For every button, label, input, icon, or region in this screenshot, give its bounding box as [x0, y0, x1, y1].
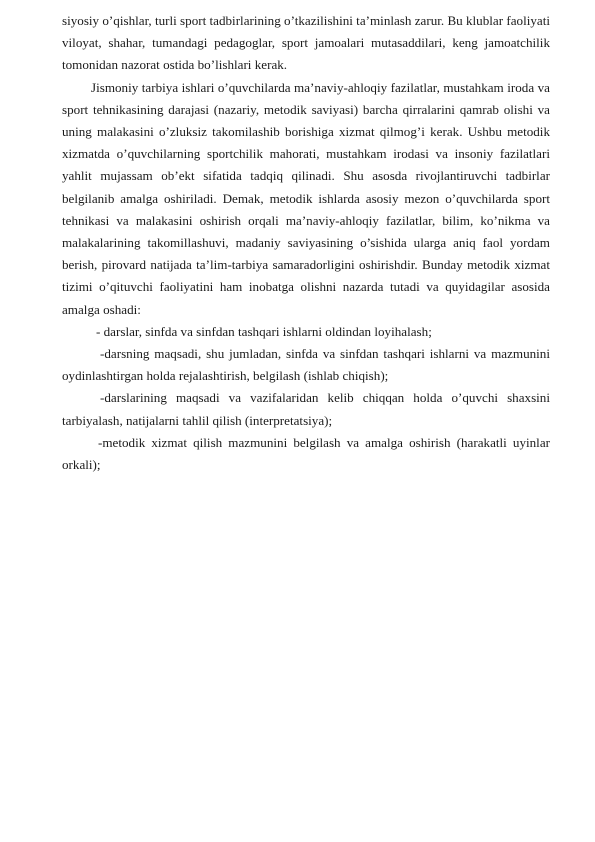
list-item-methodical-service: -metodik xizmat qilish mazmunini belgilash va amalga oshirish (harakatli uyinlar orkali); [62, 434, 550, 473]
list-item-lesson-goals: -darsning maqsadi, shu jumladan, sinfda va sinfdan tashqari ishlarni va mazmunini oydinlashtirgan holda rejalashtirish, belgilash (ishlab chiqish); [62, 346, 550, 384]
list-item-student-upbringing: -darslarining maqsadi va vazifalaridan kelib chiqqan holda o’quvchi shaxsini tarbiyalash, natijalarni tahlil qilish (interpretatsiya); [62, 390, 550, 428]
paragraph-clubs-oversight: siyosiy o’qishlar, turli sport tadbirlarining o’tkazilishini ta’minlash zarur. Bu klublar faoliyati viloyat, shahar, tumandagi pedagoglar, sport jamoalari mutasaddilari, keng jamoatchilik tomonidan nazorat ostida bo’lishlari kerak. [62, 13, 550, 73]
paragraph-physical-education: Jismoniy tarbiya ishlari o’quvchilarda ma’naviy-ahloqiy fazilatlar, mustahkam iroda va sport tehnikasining darajasi (nazariy, metodik saviyasi) barcha qirralarini qamrab olishi va uning malakasini o’zluksiz takomilashib borishiga xizmat qilmog’i kerak. Ushbu metodik xizmatda o’quvchilarning sportchilik mahorati, mustahkam irodasi va insoniy fazilatlari yahlit mujassam ob’ekt sifatida tadqiq qilinadi. Shu asosda rivojlantiruvchi tadbirlar belgilanib amalga oshiriladi. Demak, metodik ishlarda asosiy mezon o’quvchilarda sport tehnikasi va malakasini oshirish orqali ma’naviy-ahloqiy fazilatlar, bilim, ko’nikma va malakalarining takomillashuvi, madaniy saviyasining o’sishida ularga aniq faol yordam berish, pirovard natijada ta’lim-tarbiya samaradorligini oshirishdir. Bunday metodik xizmat tizimi o’qituvchi faoliyatini ham inobatga olishni nazarda tutadi va quyidagilar asosida amalga oshadi: [62, 79, 550, 317]
list-item-lesson-planning: - darslar, sinfda va sinfdan tashqari ishlarni oldindan loyihalash; [96, 323, 432, 339]
document-page [62, 10, 550, 476]
